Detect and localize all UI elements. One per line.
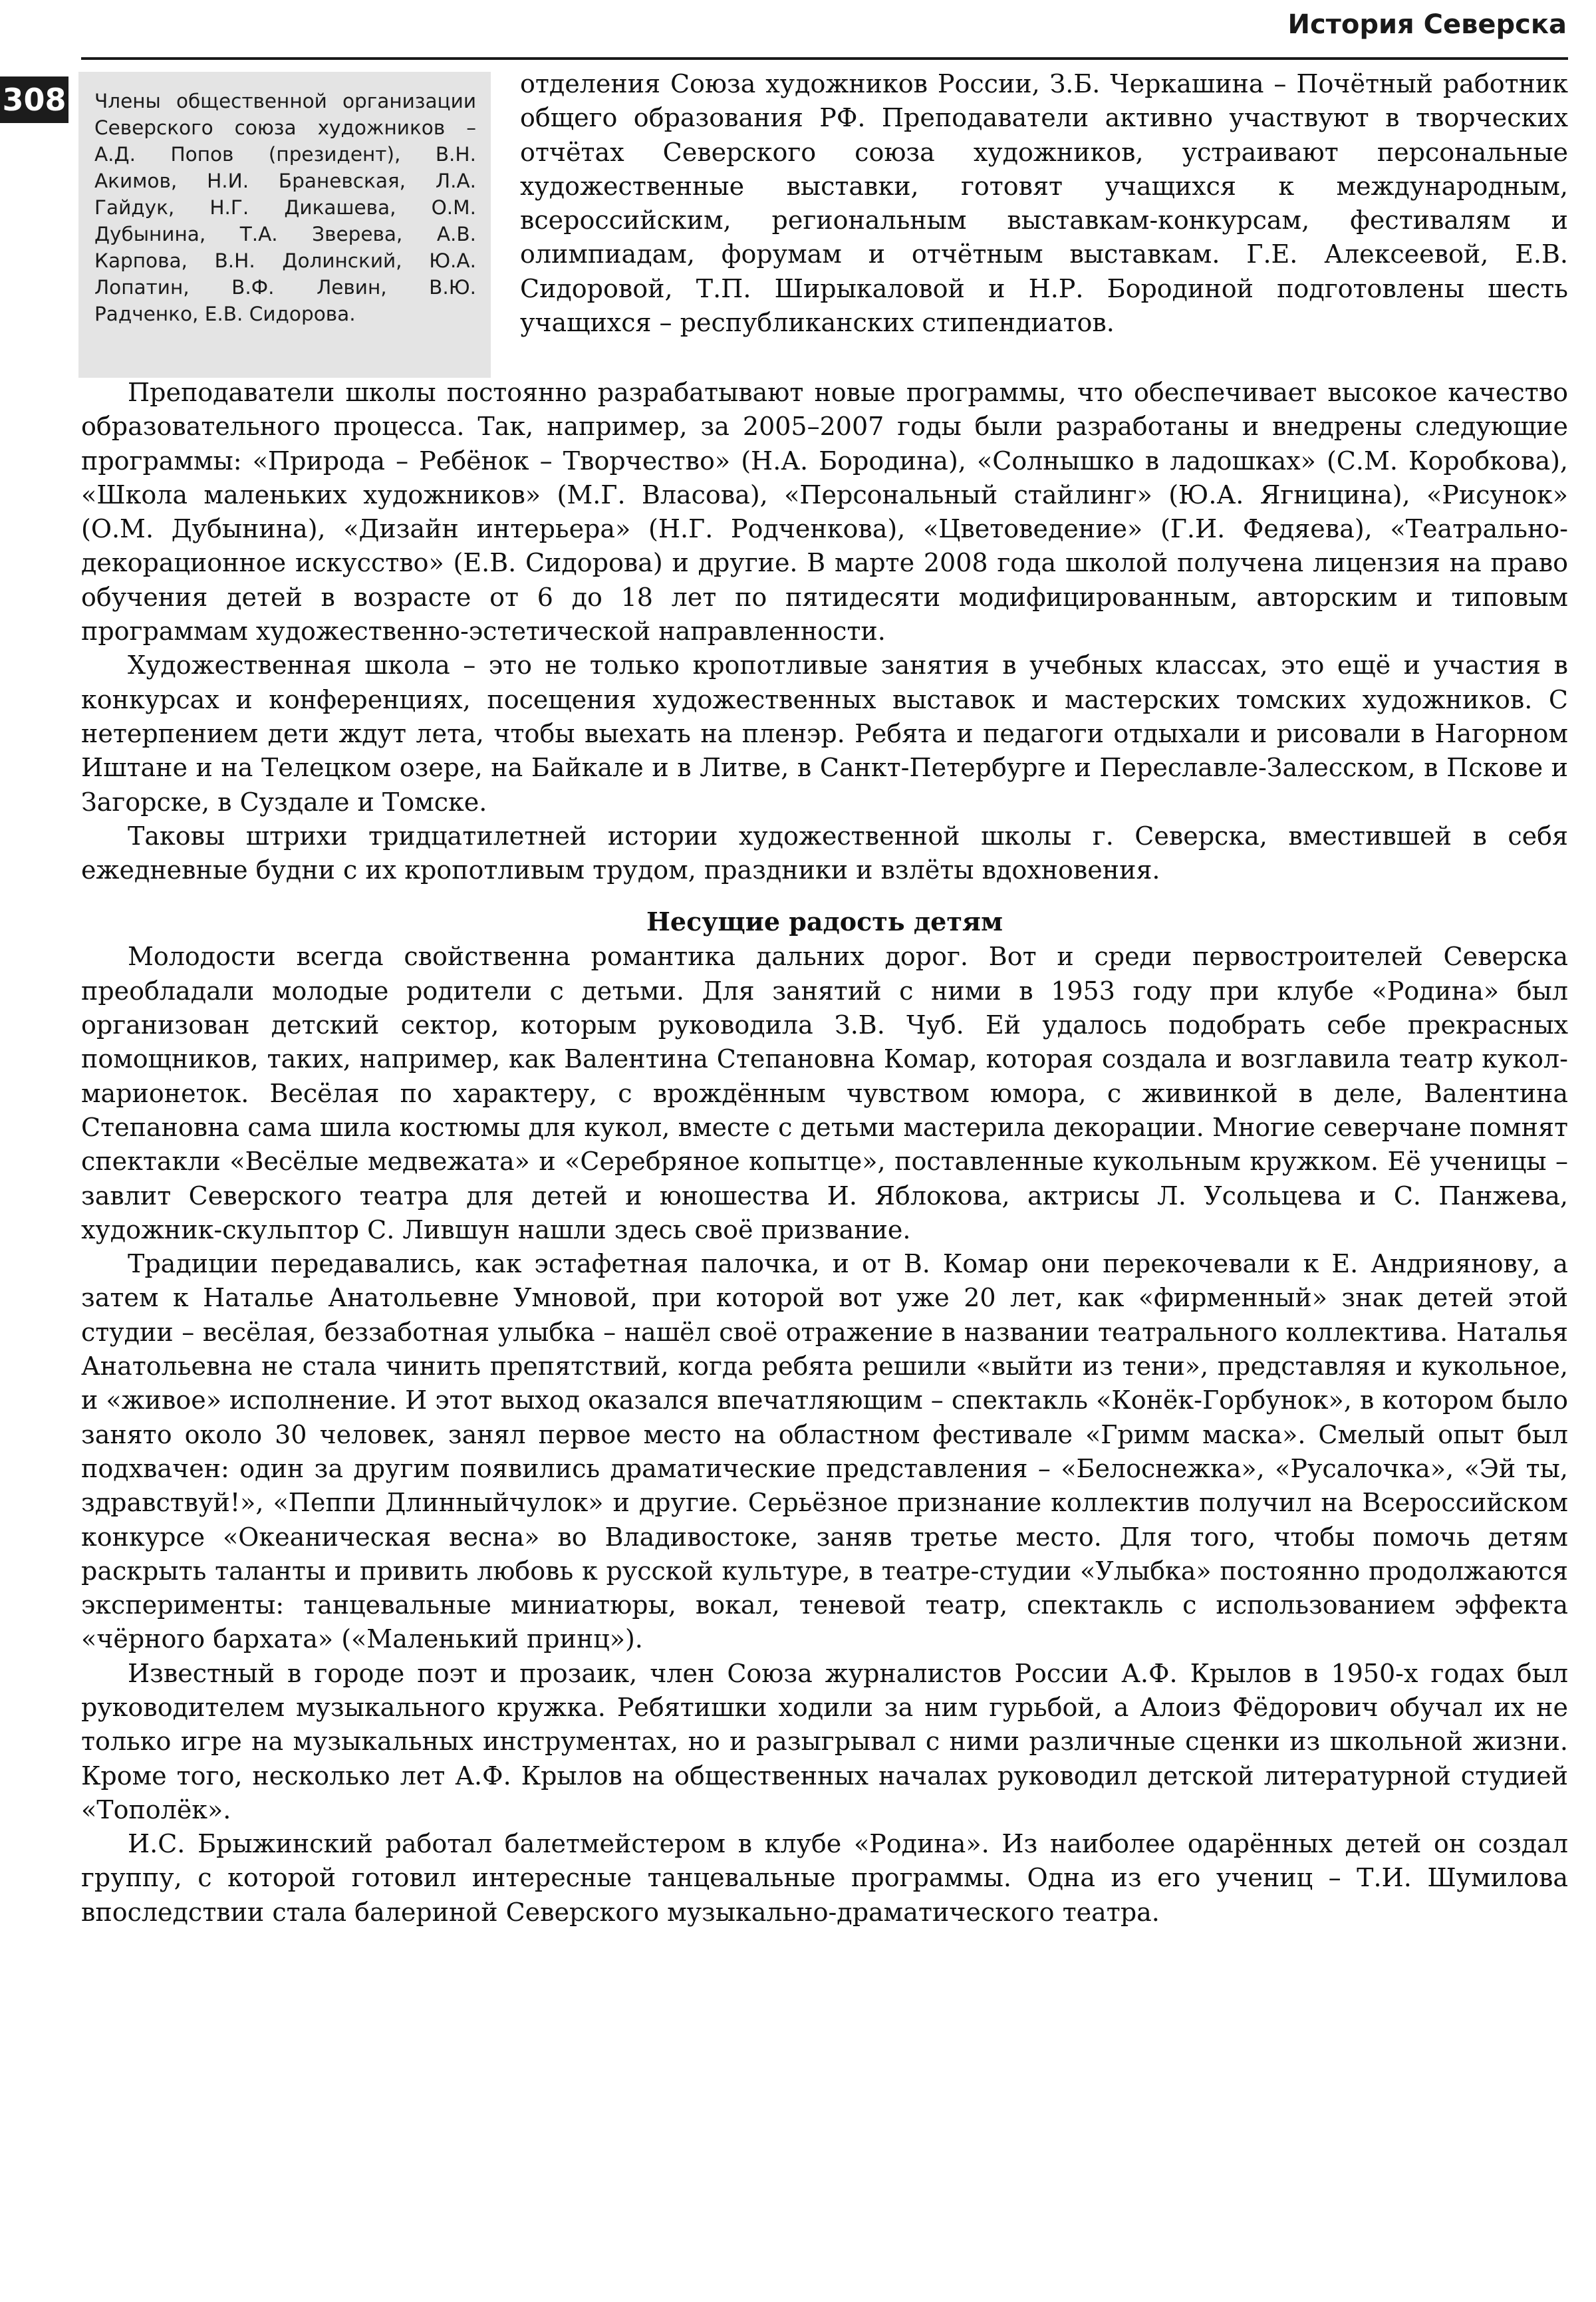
main-text-column [81,376,1568,1930]
paragraph-puppet-theatre: Молодости всегда свойственна романтика дальних дорог. Вот и среди первостроителей Северска преобладали молодые родители с детьми. Для занятий с ними в 1953 году при клубе «Родина» был организован детский сектор, которым руководила З.В. Чуб. Ей удалось подобрать себе прекрасных помощников, таких, например, как Валентина Степановна Комар, которая создала и возглавила театр кукол-марионеток. Весёлая по характеру, с врождённым чувством юмора, с живинкой в деле, Валентина Степановна сама шила костюмы для кукол, вместе с детьми мастерила декорации. Многие северчане помнят спектакли «Весёлые медвежата» и «Серебряное копытце», поставленные кукольным кружком. Её ученицы – завлит Северского театра для детей и юношества И. Яблокова, актрисы Л. Усольцева и С. Панжева, художник-скульптор С. Лившун нашли здесь своё призвание. [81,942,1568,1244]
photo-caption [78,72,491,378]
paragraph-ulybka-studio: Традиции передавались, как эстафетная палочка, и от В. Комар они перекочевали к Е. Андриянову, а затем к Наталье Анатольевне Умновой, при которой вот уже 20 лет, как «фирменный» знак детей этой студии – весёлая, беззаботная улыбка – нашёл своё отражение в названии театрального коллектива. Наталья Анатольевна не стала чинить препятствий, когда ребята решили «выйти из тени», представляя и кукольное, и «живое» исполнение. И этот выход оказался впечатляющим – спектакль «Конёк-Горбунок», в котором было занято около 30 человек, занял первое место на областном фестивале «Гримм маска». Смелый опыт был подхвачен: один за другим появились драматические представления – «Белоснежка», «Русалочка», «Эй ты, здравствуй!», «Пеппи Длинныйчулок» и другие. Серьёзное признание коллектив получил на Всероссийском конкурсе «Океаническая весна» во Владивостоке, заняв третье место. Для того, чтобы помочь детям раскрыть таланты и привить любовь к русской культуре, в театре-студии «Улыбка» постоянно продолжаются эксперименты: танцевальные миниатюры, вокал, теневой театр, спектакль с использованием эффекта «чёрного бархата» («Маленький принц»). [81,1249,1568,1654]
intro-text: отделения Союза художников России, З.Б. Черкашина – Почётный работник общего образования РФ. Преподаватели активно участвуют в творческих отчётах Северского союза художников, устраивают персональные художественные выставки, готовят учащихся к международным, всероссийским, региональным выставкам-конкурсам, фестивалям и олимпиадам, форумам и отчётным выставкам. Г.Е. Алексеевой, Е.В. Сидоровой, Т.П. Ширыкаловой и Н.Р. Бородиной подготовлены шесть учащихся – республиканских стипендиатов. [520,69,1568,338]
section-heading: Несущие радость детям [646,907,1003,937]
paragraph-music-circle: Известный в городе поэт и прозаик, член Союза журналистов России А.Ф. Крылов в 1950-х годах был руководителем музыкального кружка. Ребятишки ходили за ним гурьбой, а Алоиз Фёдорович обучал их не только игре на музыкальных инструментах, но и разыгрывал с ними различные сценки из школьной жизни. Кроме того, несколько лет А.Ф. Крылов на общественных началах руководил детской литературной студией «Тополёк». [81,1658,1568,1824]
caption-text: Члены общественной организации Северского союза художников – А.Д. Попов (президент), В.Н. Акимов, Н.И. Браневская, Л.А. Гайдук, Н.Г. Дикашева, О.М. Дубынина, Т.А. Зверева, А.В. Карпова, В.Н. Долинский, Ю.А. Лопатин, В.Ф. Левин, В.Ю. Радченко, Е.В. Сидорова. [94,90,476,325]
paragraph-summary: Таковы штрихи тридцатилетней истории художественной школы г. Северска, вместившей в себя ежедневные будни с их кропотливым трудом, праздники и взлёты вдохновения. [81,821,1568,885]
page-number-badge: 308 [0,76,68,123]
intro-paragraph [520,67,1568,340]
running-header: История Северска [1287,9,1567,40]
header-rule [81,57,1568,60]
paragraph-plein-air: Художественная школа – это не только кропотливые занятия в учебных классах, это ещё и участия в конкурсах и конференциях, посещения художественных выставок и мастерских томских художников. С нетерпением дети ждут лета, чтобы выехать на пленэр. Ребята и педагоги отдыхали и рисовали в Нагорном Иштане и на Телецком озере, на Байкале и в Литве, в Санкт-Петербурге и Переславле-Залесском, в Пскове и Загорске, в Суздале и Томске. [81,650,1568,817]
paragraph-ballet: И.С. Брыжинский работал балетмейстером в клубе «Родина». Из наиболее одарённых детей он создал группу, с которой готовил интересные танцевальные программы. Одна из его учениц – Т.И. Шумилова впоследствии стала балериной Северского музыкально-драматического театра. [81,1829,1568,1927]
paragraph-programs: Преподаватели школы постоянно разрабатывают новые программы, что обеспечивает высокое качество образовательного процесса. Так, например, за 2005–2007 годы были разработаны и внедрены следующие программы: «Природа – Ребёнок – Творчество» (Н.А. Бородина), «Солнышко в ладошках» (С.М. Коробкова), «Школа маленьких художников» (М.Г. Власова), «Персональный стайлинг» (Ю.А. Ягницина), «Рисунок» (О.М. Дубынина), «Дизайн интерьера» (Н.Г. Родченкова), «Цветоведение» (Г.И. Федяева), «Театрально-декорационное искусство» (Е.В. Сидорова) и другие. В марте 2008 года школой получена лицензия на право обучения детей в возрасте от 6 до 18 лет по пятидесяти модифицированным, авторским и типовым программам художественно-эстетической направленности. [81,378,1568,647]
